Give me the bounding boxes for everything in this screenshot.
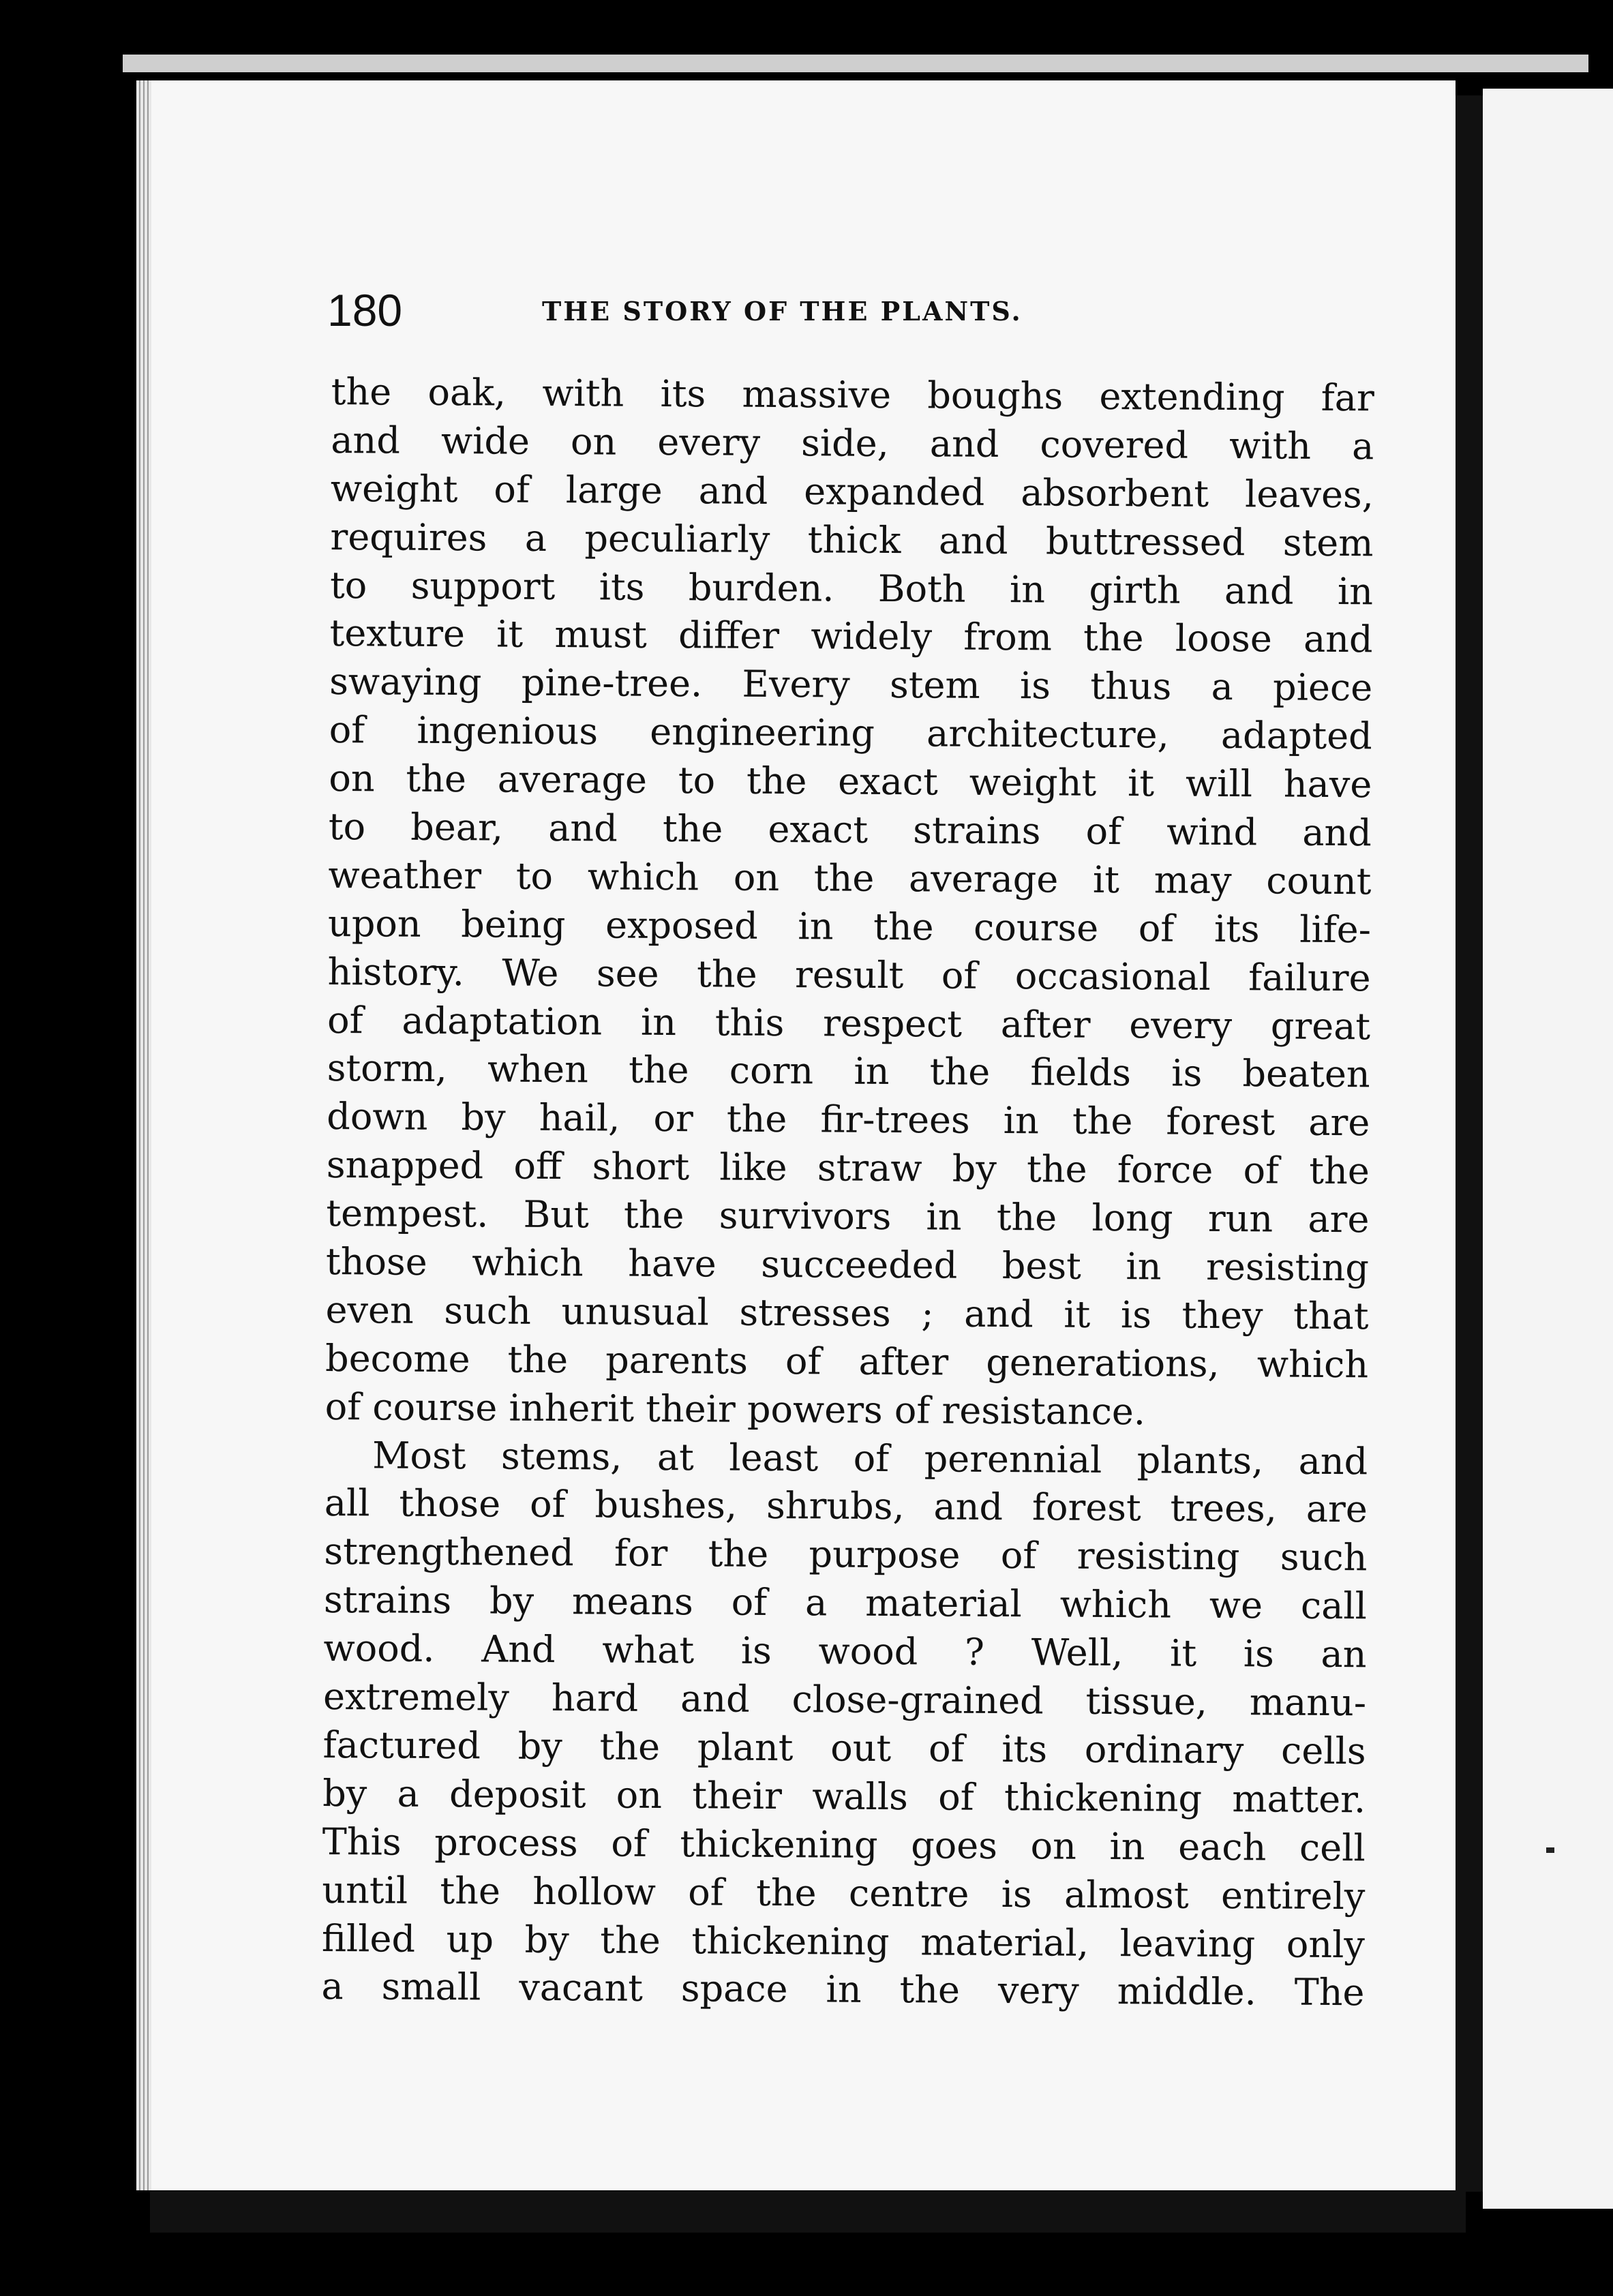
- text-line: even such unusual stresses ; and it is they that: [325, 1288, 1369, 1338]
- text-line: to support its burden. Both in girth and in: [329, 563, 1374, 613]
- text-line: of ingenious engineering architecture, adapted: [329, 708, 1372, 758]
- book-gutter: [1456, 95, 1483, 2192]
- book-top-edge: [123, 55, 1588, 72]
- text-line: extremely hard and close-grained tissue, manu-: [322, 1675, 1367, 1725]
- paragraph-start-line: Most stems, at least of perennial plants, and: [372, 1433, 1368, 1483]
- text-line: strengthened for the purpose of resisting such: [324, 1530, 1368, 1580]
- text-line: become the parents of after generations, which: [325, 1336, 1369, 1387]
- page-stack-edge: [136, 80, 151, 2190]
- text-line: weight of large and expanded absorbent leaves,: [330, 466, 1374, 517]
- text-line: all those of bushes, shrubs, and forest trees, are: [324, 1481, 1368, 1531]
- text-line: requires a peculiarly thick and buttressed stem: [330, 515, 1374, 565]
- book-bottom-edge: [150, 2192, 1466, 2233]
- text-line: strains by means of a material which we call: [323, 1578, 1368, 1628]
- text-line: by a deposit on their walls of thickening matter.: [322, 1771, 1366, 1822]
- text-line: to bear, and the exact strains of wind and: [328, 805, 1372, 855]
- text-line: down by hail, or the fir-trees in the forest are: [327, 1095, 1370, 1145]
- text-line: factured by the plant out of its ordinary cells: [322, 1723, 1366, 1773]
- text-line: swaying pine-tree. Every stem is thus a piece: [329, 660, 1373, 710]
- page-header: [327, 283, 1377, 337]
- text-line: until the hollow of the centre is almost entirely: [322, 1868, 1366, 1918]
- text-line: upon being exposed in the course of its life-: [327, 901, 1372, 952]
- body-text: [321, 368, 1374, 2018]
- text-line: filled up by the thickening material, leaving only: [321, 1916, 1366, 1966]
- text-line: of adaptation in this respect after every great: [327, 998, 1371, 1048]
- running-title: THE STORY OF THE PLANTS.: [542, 296, 1023, 327]
- text-line: a small vacant space in the very middle. The: [321, 1965, 1365, 2014]
- text-line: weather to which on the average it may count: [328, 853, 1372, 903]
- facing-page-mark: [1546, 1847, 1554, 1853]
- text-line: snapped off short like straw by the force of the: [326, 1143, 1370, 1193]
- text-line: on the average to the exact weight it will have: [329, 757, 1372, 806]
- text-line: history. We see the result of occasional failure: [327, 950, 1371, 1000]
- text-line: tempest. But the survivors in the long run are: [326, 1192, 1370, 1241]
- text-line: texture it must differ widely from the loose and: [329, 611, 1373, 661]
- facing-page-edge: [1483, 89, 1613, 2209]
- text-line: the oak, with its massive boughs extending far: [331, 369, 1374, 420]
- page-number: 180: [327, 285, 403, 335]
- text-line: those which have succeeded best in resisting: [325, 1240, 1370, 1290]
- text-line: wood. And what is wood ? Well, it is an: [323, 1627, 1367, 1676]
- paragraph-end-line: of course inherit their powers of resistance.: [325, 1385, 1146, 1434]
- text-line: This process of thickening goes on in each cell: [322, 1819, 1366, 1870]
- text-line: storm, when the corn in the fields is beaten: [327, 1046, 1370, 1096]
- text-line: and wide on every side, and covered with a: [331, 418, 1374, 468]
